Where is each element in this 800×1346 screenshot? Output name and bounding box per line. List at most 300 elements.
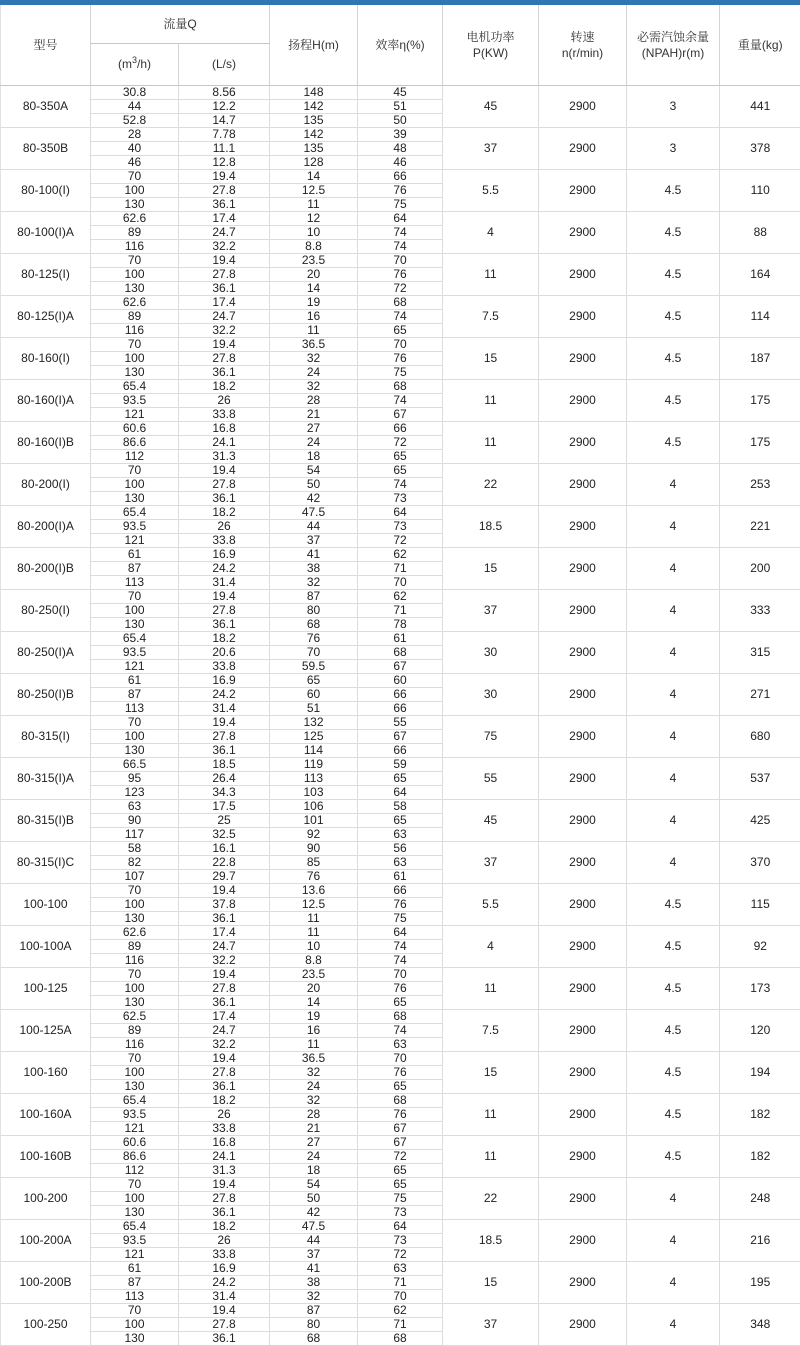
spec-row [1, 1303, 800, 1317]
head-cell: 114 [270, 743, 358, 757]
head-cell: 11 [270, 197, 358, 211]
speed-cell: 2900 [539, 337, 627, 379]
efficiency-cell: 62 [358, 547, 443, 561]
efficiency-cell: 67 [358, 1121, 443, 1135]
flow-ls-cell: 17.5 [179, 799, 270, 813]
flow-ls-cell: 18.2 [179, 505, 270, 519]
flow-ls-cell: 17.4 [179, 295, 270, 309]
head-cell: 11 [270, 925, 358, 939]
weight-cell: 120 [720, 1009, 800, 1051]
flow-ls-cell: 36.1 [179, 617, 270, 631]
efficiency-cell: 39 [358, 127, 443, 141]
flow-ls-cell: 26 [179, 1107, 270, 1121]
efficiency-cell: 50 [358, 113, 443, 127]
flow-m3h-cell: 112 [91, 1163, 179, 1177]
flow-m3h-cell: 121 [91, 407, 179, 421]
spec-row [1, 253, 800, 267]
efficiency-cell: 64 [358, 785, 443, 799]
npsh-cell: 4.5 [627, 967, 720, 1009]
speed-cell: 2900 [539, 127, 627, 169]
model-cell: 80-315(I)B [1, 799, 91, 841]
flow-ls-cell: 18.2 [179, 1219, 270, 1233]
flow-m3h-cell: 70 [91, 463, 179, 477]
head-cell: 103 [270, 785, 358, 799]
efficiency-cell: 66 [358, 421, 443, 435]
flow-m3h-cell: 100 [91, 603, 179, 617]
flow-ls-cell: 32.2 [179, 953, 270, 967]
speed-cell: 2900 [539, 1303, 627, 1345]
flow-ls-cell: 18.2 [179, 379, 270, 393]
head-cell: 60 [270, 687, 358, 701]
weight-cell: 187 [720, 337, 800, 379]
flow-m3h-cell: 70 [91, 883, 179, 897]
col-header-flow-group: 流量Q [91, 5, 270, 43]
weight-cell: 378 [720, 127, 800, 169]
efficiency-cell: 74 [358, 1023, 443, 1037]
efficiency-cell: 51 [358, 99, 443, 113]
head-cell: 42 [270, 491, 358, 505]
npsh-cell: 4.5 [627, 379, 720, 421]
efficiency-cell: 66 [358, 701, 443, 715]
head-cell: 54 [270, 1177, 358, 1191]
speed-cell: 2900 [539, 799, 627, 841]
model-cell: 80-350A [1, 85, 91, 127]
spec-row [1, 211, 800, 225]
flow-ls-cell: 37.8 [179, 897, 270, 911]
head-cell: 113 [270, 771, 358, 785]
head-cell: 10 [270, 939, 358, 953]
flow-ls-cell: 16.1 [179, 841, 270, 855]
head-cell: 68 [270, 1331, 358, 1345]
weight-cell: 195 [720, 1261, 800, 1303]
power-cell: 5.5 [443, 883, 539, 925]
model-cell: 80-200(I)B [1, 547, 91, 589]
npsh-cell: 4 [627, 673, 720, 715]
spec-row [1, 1009, 800, 1023]
head-cell: 18 [270, 1163, 358, 1177]
flow-ls-cell: 32.5 [179, 827, 270, 841]
head-cell: 44 [270, 519, 358, 533]
model-cell: 100-125 [1, 967, 91, 1009]
head-cell: 14 [270, 169, 358, 183]
flow-ls-cell: 27.8 [179, 1317, 270, 1331]
weight-cell: 537 [720, 757, 800, 799]
speed-cell: 2900 [539, 1219, 627, 1261]
flow-ls-cell: 27.8 [179, 1191, 270, 1205]
flow-ls-cell: 8.56 [179, 85, 270, 99]
efficiency-cell: 74 [358, 939, 443, 953]
npsh-cell: 4 [627, 547, 720, 589]
power-cell: 55 [443, 757, 539, 799]
speed-cell: 2900 [539, 967, 627, 1009]
weight-cell: 110 [720, 169, 800, 211]
head-cell: 36.5 [270, 337, 358, 351]
weight-cell: 315 [720, 631, 800, 673]
efficiency-cell: 70 [358, 337, 443, 351]
head-cell: 24 [270, 365, 358, 379]
head-cell: 18 [270, 449, 358, 463]
flow-m3h-cell: 61 [91, 547, 179, 561]
head-cell: 37 [270, 1247, 358, 1261]
speed-cell: 2900 [539, 757, 627, 799]
npsh-cell: 4.5 [627, 211, 720, 253]
efficiency-cell: 65 [358, 1163, 443, 1177]
npsh-cell: 4.5 [627, 169, 720, 211]
npsh-cell: 4.5 [627, 253, 720, 295]
flow-ls-cell: 19.4 [179, 1303, 270, 1317]
flow-ls-cell: 31.4 [179, 575, 270, 589]
head-cell: 21 [270, 407, 358, 421]
col-header-head: 扬程H(m) [270, 5, 358, 85]
model-cell: 80-200(I)A [1, 505, 91, 547]
flow-ls-cell: 19.4 [179, 715, 270, 729]
power-cell: 4 [443, 925, 539, 967]
flow-ls-cell: 33.8 [179, 1121, 270, 1135]
flow-ls-cell: 18.5 [179, 757, 270, 771]
head-cell: 11 [270, 911, 358, 925]
efficiency-cell: 60 [358, 673, 443, 687]
speed-cell: 2900 [539, 925, 627, 967]
speed-cell: 2900 [539, 589, 627, 631]
efficiency-cell: 61 [358, 631, 443, 645]
flow-m3h-cell: 70 [91, 169, 179, 183]
head-cell: 76 [270, 869, 358, 883]
speed-cell: 2900 [539, 211, 627, 253]
flow-m3h-cell: 89 [91, 309, 179, 323]
efficiency-cell: 61 [358, 869, 443, 883]
efficiency-cell: 73 [358, 491, 443, 505]
efficiency-cell: 73 [358, 1233, 443, 1247]
npsh-cell: 4.5 [627, 1009, 720, 1051]
spec-row [1, 841, 800, 855]
model-cell: 80-100(I) [1, 169, 91, 211]
flow-ls-cell: 16.9 [179, 547, 270, 561]
efficiency-cell: 72 [358, 1247, 443, 1261]
efficiency-cell: 78 [358, 617, 443, 631]
head-cell: 80 [270, 1317, 358, 1331]
head-cell: 41 [270, 547, 358, 561]
power-cell: 15 [443, 1261, 539, 1303]
flow-m3h-cell: 86.6 [91, 1149, 179, 1163]
flow-m3h-cell: 100 [91, 183, 179, 197]
spec-row [1, 967, 800, 981]
spec-row [1, 169, 800, 183]
power-cell: 11 [443, 379, 539, 421]
flow-m3h-cell: 93.5 [91, 393, 179, 407]
npsh-cell: 3 [627, 85, 720, 127]
efficiency-cell: 75 [358, 1191, 443, 1205]
spec-row [1, 1219, 800, 1233]
spec-row [1, 1093, 800, 1107]
flow-m3h-cell: 93.5 [91, 519, 179, 533]
model-cell: 80-160(I)A [1, 379, 91, 421]
weight-cell: 182 [720, 1135, 800, 1177]
pump-spec-table [0, 5, 800, 1346]
flow-m3h-cell: 28 [91, 127, 179, 141]
flow-m3h-cell: 117 [91, 827, 179, 841]
flow-m3h-cell: 130 [91, 491, 179, 505]
efficiency-cell: 65 [358, 1079, 443, 1093]
flow-m3h-cell: 70 [91, 589, 179, 603]
flow-m3h-cell: 70 [91, 967, 179, 981]
flow-ls-cell: 33.8 [179, 1247, 270, 1261]
power-cell: 11 [443, 967, 539, 1009]
model-cell: 100-100 [1, 883, 91, 925]
npsh-cell: 4.5 [627, 925, 720, 967]
flow-m3h-cell: 116 [91, 239, 179, 253]
efficiency-cell: 64 [358, 1219, 443, 1233]
power-cell: 30 [443, 673, 539, 715]
flow-m3h-cell: 100 [91, 351, 179, 365]
flow-ls-cell: 24.2 [179, 687, 270, 701]
weight-cell: 348 [720, 1303, 800, 1345]
speed-cell: 2900 [539, 715, 627, 757]
efficiency-cell: 76 [358, 1065, 443, 1079]
efficiency-cell: 67 [358, 729, 443, 743]
flow-ls-cell: 19.4 [179, 1177, 270, 1191]
flow-m3h-cell: 116 [91, 953, 179, 967]
flow-m3h-cell: 100 [91, 981, 179, 995]
flow-m3h-cell: 89 [91, 225, 179, 239]
head-cell: 19 [270, 295, 358, 309]
flow-ls-cell: 16.8 [179, 421, 270, 435]
flow-m3h-cell: 65.4 [91, 1093, 179, 1107]
flow-m3h-cell: 100 [91, 729, 179, 743]
npsh-cell: 4 [627, 715, 720, 757]
weight-cell: 175 [720, 379, 800, 421]
flow-ls-cell: 24.2 [179, 561, 270, 575]
flow-m3h-cell: 87 [91, 1275, 179, 1289]
flow-m3h-cell: 87 [91, 687, 179, 701]
speed-cell: 2900 [539, 253, 627, 295]
model-cell: 80-125(I)A [1, 295, 91, 337]
model-cell: 100-200 [1, 1177, 91, 1219]
head-cell: 10 [270, 225, 358, 239]
npsh-cell: 4 [627, 1303, 720, 1345]
npsh-cell: 4 [627, 463, 720, 505]
npsh-cell: 4.5 [627, 1093, 720, 1135]
head-cell: 27 [270, 1135, 358, 1149]
head-cell: 19 [270, 1009, 358, 1023]
flow-m3h-cell: 100 [91, 267, 179, 281]
speed-cell: 2900 [539, 673, 627, 715]
weight-cell: 88 [720, 211, 800, 253]
power-cell: 15 [443, 547, 539, 589]
model-cell: 80-315(I)C [1, 841, 91, 883]
weight-cell: 248 [720, 1177, 800, 1219]
flow-ls-cell: 36.1 [179, 743, 270, 757]
efficiency-cell: 68 [358, 1331, 443, 1345]
model-cell: 100-160A [1, 1093, 91, 1135]
power-cell: 45 [443, 85, 539, 127]
npsh-cell: 4 [627, 1177, 720, 1219]
power-cell: 15 [443, 337, 539, 379]
flow-ls-cell: 12.8 [179, 155, 270, 169]
speed-cell: 2900 [539, 295, 627, 337]
flow-m3h-cell: 130 [91, 281, 179, 295]
head-cell: 70 [270, 645, 358, 659]
speed-header-line2: n(r/min) [539, 45, 626, 61]
power-cell: 45 [443, 799, 539, 841]
model-cell: 100-200B [1, 1261, 91, 1303]
efficiency-cell: 70 [358, 1051, 443, 1065]
flow-m3h-cell: 40 [91, 141, 179, 155]
flow-ls-cell: 25 [179, 813, 270, 827]
flow-m3h-cell: 61 [91, 1261, 179, 1275]
flow-ls-cell: 36.1 [179, 1205, 270, 1219]
flow-m3h-cell: 121 [91, 1121, 179, 1135]
npsh-cell: 4.5 [627, 295, 720, 337]
npsh-cell: 4.5 [627, 421, 720, 463]
model-cell: 100-200A [1, 1219, 91, 1261]
spec-row [1, 757, 800, 771]
head-cell: 11 [270, 323, 358, 337]
npsh-cell: 4 [627, 631, 720, 673]
flow-ls-cell: 16.9 [179, 1261, 270, 1275]
flow-m3h-cell: 113 [91, 1289, 179, 1303]
weight-cell: 441 [720, 85, 800, 127]
head-cell: 65 [270, 673, 358, 687]
speed-cell: 2900 [539, 1051, 627, 1093]
npsh-cell: 4 [627, 1219, 720, 1261]
model-cell: 80-250(I)A [1, 631, 91, 673]
efficiency-cell: 74 [358, 225, 443, 239]
flow-m3h-cell: 63 [91, 799, 179, 813]
npsh-cell: 3 [627, 127, 720, 169]
head-cell: 16 [270, 1023, 358, 1037]
weight-cell: 175 [720, 421, 800, 463]
efficiency-cell: 71 [358, 561, 443, 575]
efficiency-cell: 56 [358, 841, 443, 855]
flow-m3h-cell: 60.6 [91, 421, 179, 435]
flow-m3h-cell: 112 [91, 449, 179, 463]
efficiency-cell: 67 [358, 1135, 443, 1149]
flow-ls-cell: 27.8 [179, 981, 270, 995]
efficiency-cell: 68 [358, 645, 443, 659]
spec-row [1, 1135, 800, 1149]
efficiency-cell: 65 [358, 813, 443, 827]
model-cell: 80-100(I)A [1, 211, 91, 253]
flow-ls-cell: 33.8 [179, 407, 270, 421]
flow-m3h-cell: 62.6 [91, 295, 179, 309]
flow-ls-cell: 33.8 [179, 659, 270, 673]
head-cell: 59.5 [270, 659, 358, 673]
efficiency-cell: 66 [358, 883, 443, 897]
flow-ls-cell: 26.4 [179, 771, 270, 785]
model-cell: 100-160B [1, 1135, 91, 1177]
flow-ls-cell: 24.1 [179, 1149, 270, 1163]
flow-m3h-cell: 70 [91, 253, 179, 267]
flow-m3h-cell: 66.5 [91, 757, 179, 771]
head-cell: 8.8 [270, 953, 358, 967]
efficiency-cell: 72 [358, 1149, 443, 1163]
efficiency-cell: 73 [358, 519, 443, 533]
spec-row [1, 1177, 800, 1191]
flow-ls-cell: 27.8 [179, 267, 270, 281]
power-cell: 37 [443, 841, 539, 883]
weight-cell: 425 [720, 799, 800, 841]
flow-m3h-cell: 70 [91, 337, 179, 351]
head-cell: 16 [270, 309, 358, 323]
head-cell: 50 [270, 1191, 358, 1205]
speed-cell: 2900 [539, 1177, 627, 1219]
col-header-efficiency: 效率η(%) [358, 5, 443, 85]
flow-m3h-cell: 95 [91, 771, 179, 785]
npsh-cell: 4 [627, 757, 720, 799]
npsh-cell: 4 [627, 1261, 720, 1303]
head-cell: 32 [270, 379, 358, 393]
col-header-power [443, 5, 539, 85]
head-cell: 125 [270, 729, 358, 743]
flow-m3h-cell: 121 [91, 659, 179, 673]
efficiency-cell: 72 [358, 281, 443, 295]
flow-m3h-cell: 58 [91, 841, 179, 855]
npsh-cell: 4.5 [627, 1051, 720, 1093]
weight-cell: 182 [720, 1093, 800, 1135]
col-header-flow-m3h [91, 43, 179, 85]
flow-ls-cell: 36.1 [179, 995, 270, 1009]
head-cell: 32 [270, 351, 358, 365]
model-cell: 80-350B [1, 127, 91, 169]
flow-m3h-superscript: 3 [132, 55, 137, 65]
flow-m3h-cell: 130 [91, 1205, 179, 1219]
flow-m3h-cell: 70 [91, 1051, 179, 1065]
head-cell: 32 [270, 575, 358, 589]
flow-ls-cell: 32.2 [179, 239, 270, 253]
flow-ls-cell: 27.8 [179, 477, 270, 491]
weight-cell: 194 [720, 1051, 800, 1093]
power-cell: 11 [443, 421, 539, 463]
head-cell: 38 [270, 561, 358, 575]
model-cell: 80-250(I)B [1, 673, 91, 715]
flow-ls-cell: 32.2 [179, 1037, 270, 1051]
head-cell: 11 [270, 1037, 358, 1051]
flow-ls-cell: 17.4 [179, 1009, 270, 1023]
efficiency-cell: 66 [358, 687, 443, 701]
npsh-cell: 4 [627, 841, 720, 883]
head-cell: 87 [270, 589, 358, 603]
head-cell: 135 [270, 141, 358, 155]
efficiency-cell: 64 [358, 925, 443, 939]
efficiency-cell: 71 [358, 603, 443, 617]
flow-m3h-cell: 100 [91, 1317, 179, 1331]
head-cell: 80 [270, 603, 358, 617]
flow-m3h-cell: 89 [91, 1023, 179, 1037]
head-cell: 21 [270, 1121, 358, 1135]
speed-cell: 2900 [539, 169, 627, 211]
power-cell: 18.5 [443, 1219, 539, 1261]
flow-m3h-cell: 121 [91, 1247, 179, 1261]
efficiency-cell: 62 [358, 589, 443, 603]
col-header-model: 型号 [1, 5, 91, 85]
power-cell: 22 [443, 1177, 539, 1219]
flow-m3h-cell: 60.6 [91, 1135, 179, 1149]
efficiency-cell: 76 [358, 351, 443, 365]
speed-cell: 2900 [539, 505, 627, 547]
head-cell: 32 [270, 1065, 358, 1079]
efficiency-cell: 70 [358, 1289, 443, 1303]
flow-m3h-suffix: /h) [137, 57, 151, 71]
efficiency-cell: 70 [358, 575, 443, 589]
flow-ls-cell: 27.8 [179, 603, 270, 617]
head-cell: 54 [270, 463, 358, 477]
efficiency-cell: 45 [358, 85, 443, 99]
efficiency-cell: 66 [358, 169, 443, 183]
spec-row [1, 379, 800, 393]
col-header-weight: 重量(kg) [720, 5, 800, 85]
head-cell: 148 [270, 85, 358, 99]
efficiency-cell: 68 [358, 295, 443, 309]
